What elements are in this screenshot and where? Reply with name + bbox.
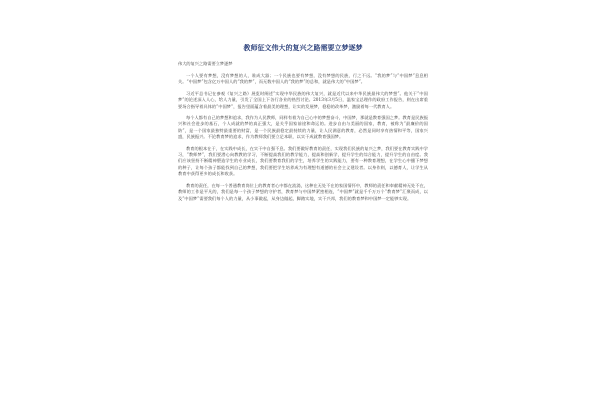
paragraph-2: 习近平总书记在参观《复兴之路》展览时阐述“实现中华民族的伟大复兴，就是近代以来中华民族最伟大的梦想”。他关于“中国梦”的论述深入人心，给人力量，引发了全国上下各行各业的热烈讨论。2013年3月5日，温家宝总理作的政府工作报告，则在出席重要场合指导着具体的“中国梦”，报告里面蕴含着最美的理想，让实的发展梦，稳稳的改革梦，激励着每一代教育人。 — [178, 90, 428, 109]
document-page — [178, 44, 428, 396]
paragraph-5: 教育的责任，在每一个普通教育岗位上的教育者心中都在流淌，这种在无处不在的家国情怀中，教师的责任和奉献精神无处不在，教师的工作是平凡的，我们是每一个孩子梦想的守护者，教育梦与中国梦紧密相连，“中国梦”就是千千万万个“教育梦”汇聚而成，以及“中国梦”需要我们每个人的力量，从小事做起，从身边做起，脚踏实地，实干兴邦，我们的教育梦和中国梦一定能够实现。 — [178, 182, 428, 201]
document-title: 教师征文伟大的复兴之路需要立梦逐梦 — [243, 44, 363, 52]
paragraph-4: 教育的根本在于，在实践中成长，在实干中自强不息。我们要做好教育的责任，实现我们民族的复兴之梦，我们要在教育实践中学习，“教师梦”，我们要潜心向教教的学习，不断提高我们的教学能力，提高和创新学，提升学生的综合能力，提升学生的自由度。我们应该坚持不断精神塑造学生的专业成长，我们要教育我们的学生，培养学生的实践能力，要有一种教育理想，在学生心中播下梦想的种子，让每个孩子都能找到自己的梦想，我们要把学生培养成为有理想有道德的社会主义建设者。以身作则，以德育人，让学生从教育中获得更多的成长和收获。 — [178, 145, 428, 177]
paragraph-1: 一个人要有梦想，没有梦想的人，谁成大器；一个民族也要有梦想，没有梦想的民族，行之不远。“我的梦”与“中国梦”息息相关。“中国梦”包含亿万中国人的“我的梦”，而无数中国人的“我的梦”的总和，就是伟大的“中国梦”。 — [178, 73, 428, 85]
document-subtitle: 伟大的复兴之路需要立梦逐梦 — [178, 61, 233, 66]
paragraph-3: 每个人都有自己的梦想和追求，我作为人民教师，同样有着为自己心中的梦想奋斗，中国梦，那就是教育强国之梦。教育是民族振兴和社会进步的基石，个人成就的梦的真正强大，是关乎国家前途和命运的。进步自由与美丽的国家，教育，被称为“最廉价的国防”，是一个国家最独特最重要的财富，是一个民族最稳定最持续的力量，让人民满意的教育，必然是同时享有热情和平等，国家兴盛，民族振兴。不论教育梦的追求，作为教师我们要立足本职，以实干成就教育强国梦。 — [178, 115, 428, 140]
